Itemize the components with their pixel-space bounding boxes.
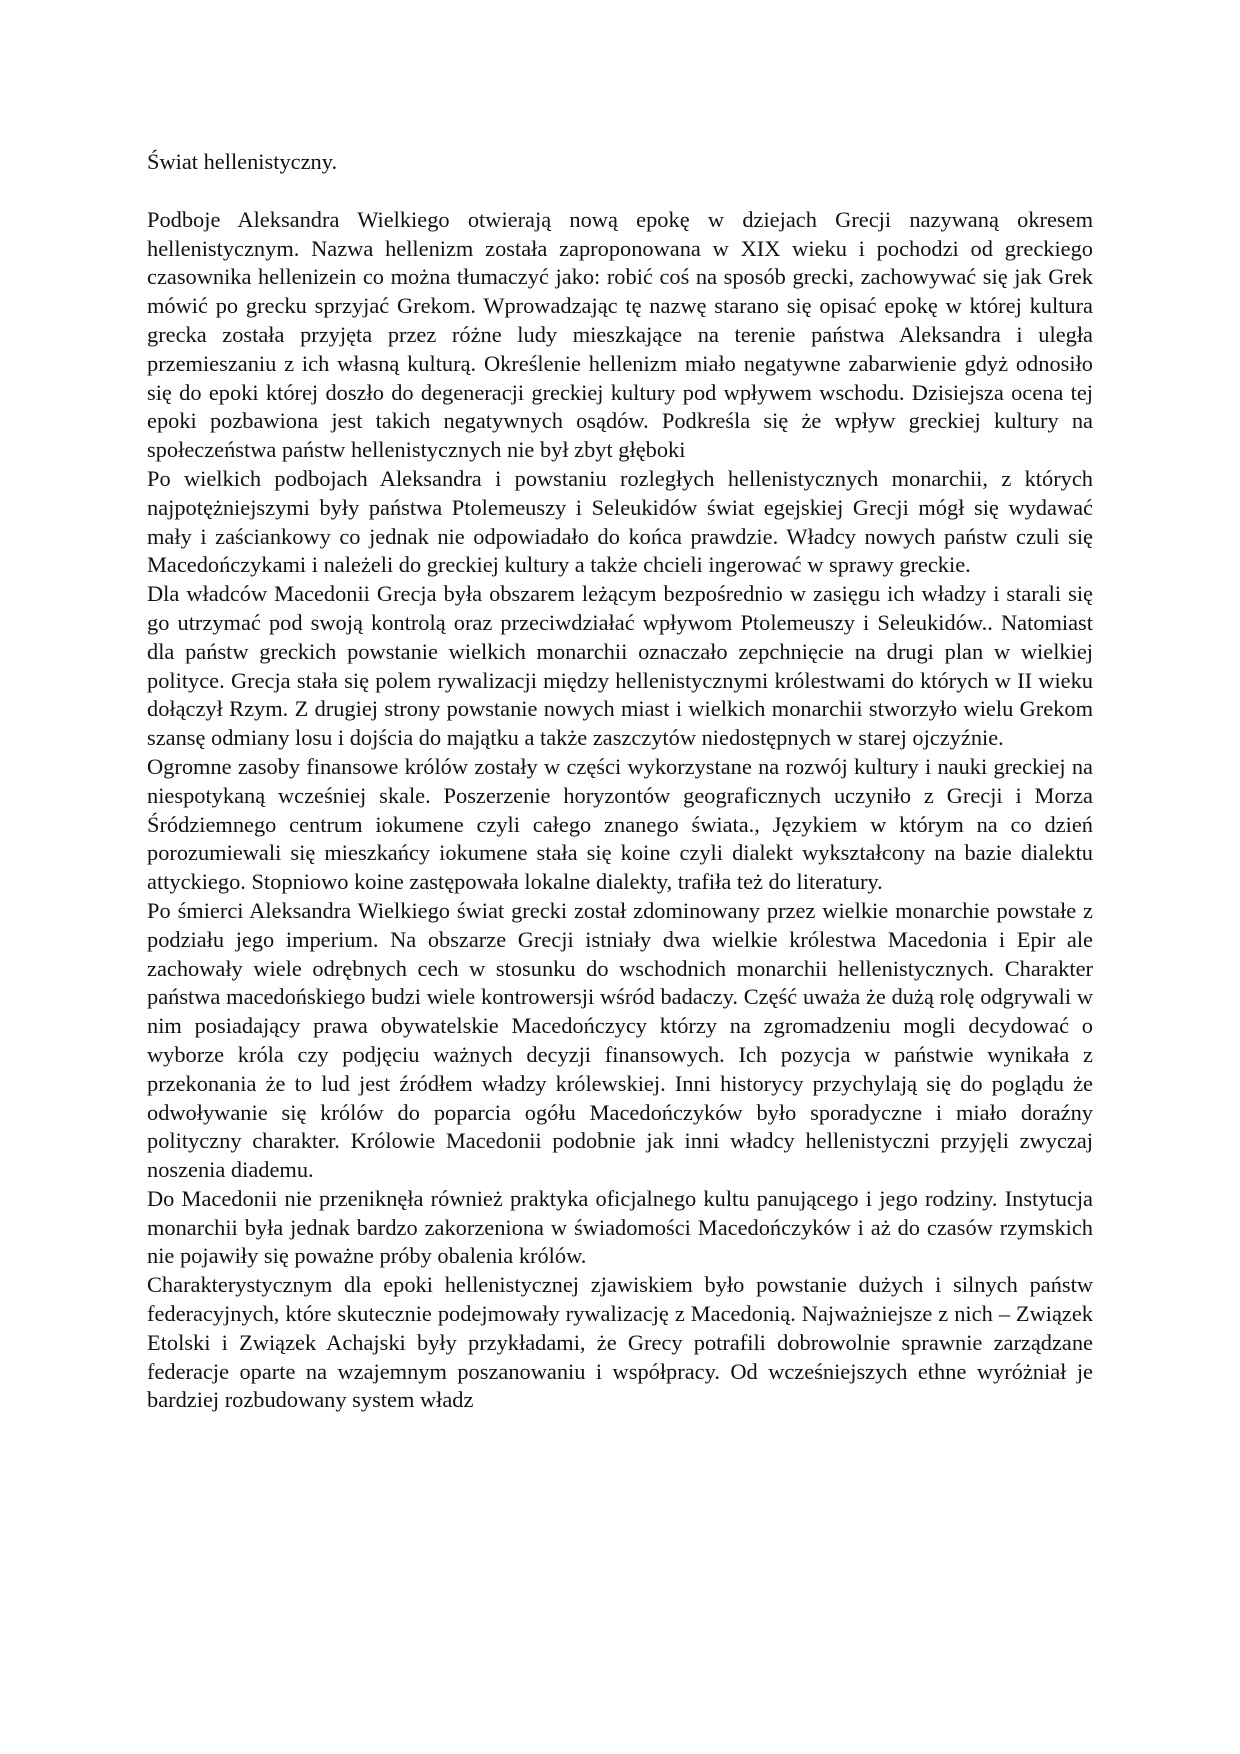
document-title: Świat hellenistyczny. [147, 149, 338, 174]
document-page [147, 148, 1093, 1415]
paragraph: Podboje Aleksandra Wielkiego otwierają nową epokę w dziejach Grecji nazywaną okresem hellenistycznym. Nazwa hellenizm została zaproponowana w XIX wieku i pochodzi od greckiego czasownika hellenizein co można tłumaczyć jako: robić coś na sposób grecki, zachowywać się jak Grek mówić po grecku sprzyjać Grekom. Wprowadzając tę nazwę starano się opisać epokę w której kultura grecka została przyjęta przez różne ludy mieszkające na terenie państwa Aleksandra i uległa przemieszaniu z ich własną kulturą. Określenie hellenizm miało negatywne zabarwienie gdyż odnosiło się do epoki której doszło do degeneracji greckiej kultury pod wpływem wschodu. Dzisiejsza ocena tej epoki pozbawiona jest takich negatywnych osądów. Podkreśla się że wpływ greckiej kultury na społeczeństwa państw hellenistycznych nie był zbyt głęboki [147, 206, 1093, 463]
paragraph: Dla władców Macedonii Grecja była obszarem leżącym bezpośrednio w zasięgu ich władzy i starali się go utrzymać pod swoją kontrolą oraz przeciwdziałać wpływom Ptolemeuszy i Seleukidów.. Natomiast dla państw greckich powstanie wielkich monarchii oznaczało zepchnięcie na drugi plan w wielkiej polityce. Grecja stała się polem rywalizacji między hellenistycznymi królestwami do których w II wieku dołączył Rzym. Z drugiej strony powstanie nowych miast i wielkich monarchii stworzyło wielu Grekom szansę odmiany losu i dojścia do majątku a także zaszczytów niedostępnych w starej ojczyźnie. [147, 581, 1093, 751]
paragraph: Ogromne zasoby finansowe królów zostały w części wykorzystane na rozwój kultury i nauki greckiej na niespotykaną wcześniej skale. Poszerzenie horyzontów geograficznych uczyniło z Grecji i Morza Śródziemnego centrum iokumene czyli całego znanego świata., Językiem w którym na co dzień porozumiewali się mieszkańcy iokumene stała się koine czyli dialekt wykształcony na bazie dialektu attyckiego. Stopniowo koine zastępowała lokalne dialekty, trafiła też do literatury. [147, 753, 1093, 895]
paragraph: Do Macedonii nie przeniknęła również praktyka oficjalnego kultu panującego i jego rodziny. Instytucja monarchii była jednak bardzo zakorzeniona w świadomości Macedończyków i aż do czasów rzymskich nie pojawiły się poważne próby obalenia królów. [147, 1185, 1093, 1269]
paragraph: Po śmierci Aleksandra Wielkiego świat grecki został zdominowany przez wielkie monarchie powstałe z podziału jego imperium. Na obszarze Grecji istniały dwa wielkie królestwa Macedonia i Epir ale zachowały wiele odrębnych cech w stosunku do wschodnich monarchii hellenistycznych. Charakter państwa macedońskiego budzi wiele kontrowersji wśród badaczy. Część uważa że dużą rolę odgrywali w nim posiadający prawa obywatelskie Macedończycy którzy na zgromadzeniu mogli decydować o wyborze króla czy podjęciu ważnych decyzji finansowych. Ich pozycja w państwie wynikała z przekonania że to lud jest źródłem władzy królewskiej. Inni historycy przychylają się do poglądu że odwoływanie się królów do poparcia ogółu Macedończyków było sporadyczne i miało doraźny polityczny charakter. Królowie Macedonii podobnie jak inni władcy hellenistyczni przyjęli zwyczaj noszenia diademu. [147, 897, 1093, 1183]
paragraph: Po wielkich podbojach Aleksandra i powstaniu rozległych hellenistycznych monarchii, z których najpotężniejszymi były państwa Ptolemeuszy i Seleukidów świat egejskiej Grecji mógł się wydawać mały i zaściankowy co jednak nie odpowiadało do końca prawdzie. Władcy nowych państw czuli się Macedończykami i należeli do greckiej kultury a także chcieli ingerować w sprawy greckie. [147, 465, 1093, 578]
paragraph: Charakterystycznym dla epoki hellenistycznej zjawiskiem było powstanie dużych i silnych państw federacyjnych, które skutecznie podejmowały rywalizację z Macedonią. Najważniejsze z nich – Związek Etolski i Związek Achajski były przykładami, że Grecy potrafili dobrowolnie sprawnie zarządzane federacje oparte na wzajemnym poszanowaniu i współpracy. Od wcześniejszych ethne wyróżniał je bardziej rozbudowany system władz [147, 1272, 1093, 1413]
